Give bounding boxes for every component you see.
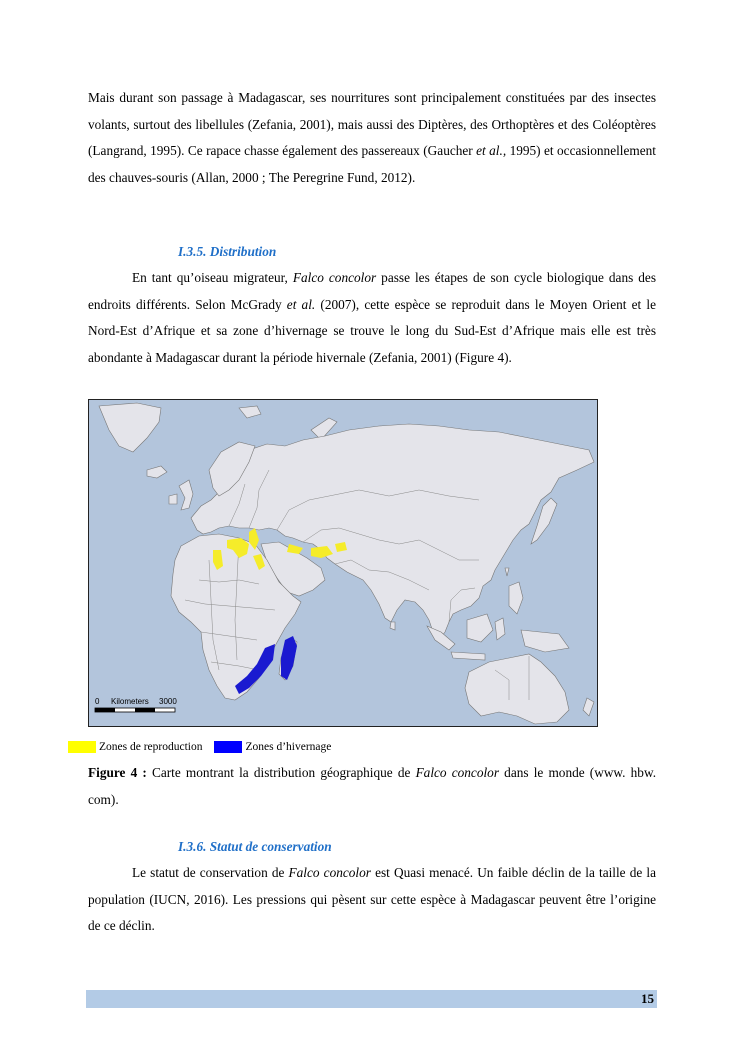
- scale-label: Kilometers: [111, 697, 149, 706]
- paragraph-conservation: Le statut de conservation de Falco concolor est Quasi menacé. Un faible déclin de la taille de la population (IUCN, 2016). Les pressions qui pèsent sur cette espèce à Madagascar peuvent être l’origine de ce déclin.: [88, 865, 656, 934]
- world-map-graphic: [89, 400, 596, 725]
- species-name: Falco concolor: [288, 865, 371, 880]
- legend-swatch-wintering: [214, 741, 242, 753]
- figure-label: Figure 4 :: [88, 765, 147, 780]
- paragraph-diet: Mais durant son passage à Madagascar, ses nourritures sont principalement constituées par des insectes volants, surtout des libellules (Zefania, 2001), mais aussi des Diptères, des Orthoptères et des Coléoptères (Langrand, 1995). Ce rapace chasse également des passereaux (Gaucher et al., 1995) et occasionnellement des chauves-souris (Allan, 2000 ; The Peregrine Fund, 2012).: [88, 90, 656, 185]
- italic-et-al: et al.,: [476, 143, 507, 159]
- page-number: 15: [641, 991, 654, 1006]
- italic-et-al: et al.: [286, 296, 316, 312]
- paragraph-distribution: En tant qu’oiseau migrateur, Falco concolor passe les étapes de son cycle biologique dans des endroits différents. Selon McGrady et al. (2007), cette espèce se reproduit dans le Moyen Orient et le Nord-Est d’Afrique et sa zone d’hivernage se trouve le long du Sud-Est d’Afrique mais elle est très abondante à Madagascar durant la période hivernale (Zefania, 2001) (Figure 4).: [88, 270, 656, 365]
- map-legend: [68, 740, 331, 754]
- page-footer: [86, 990, 657, 1008]
- scale-zero: 0: [95, 697, 100, 706]
- legend-label-wintering: Zones d’hivernage: [245, 741, 332, 753]
- species-name: Falco concolor: [292, 270, 377, 285]
- ireland: [169, 494, 177, 504]
- scale-bar-segment: [95, 708, 115, 712]
- species-name: Falco concolor: [415, 765, 500, 780]
- legend-swatch-breeding: [68, 741, 96, 753]
- heading-conservation: I.3.6. Statut de conservation: [178, 839, 332, 854]
- scale-bar-segment: [135, 708, 155, 712]
- heading-distribution: I.3.5. Distribution: [178, 244, 277, 259]
- figure-caption: Figure 4 : Carte montrant la distribution géographique de Falco concolor dans le monde (www. hbw. com).: [88, 765, 657, 807]
- legend-label-breeding: Zones de reproduction: [99, 741, 203, 753]
- distribution-map: [88, 399, 598, 727]
- scale-value: 3000: [159, 697, 177, 706]
